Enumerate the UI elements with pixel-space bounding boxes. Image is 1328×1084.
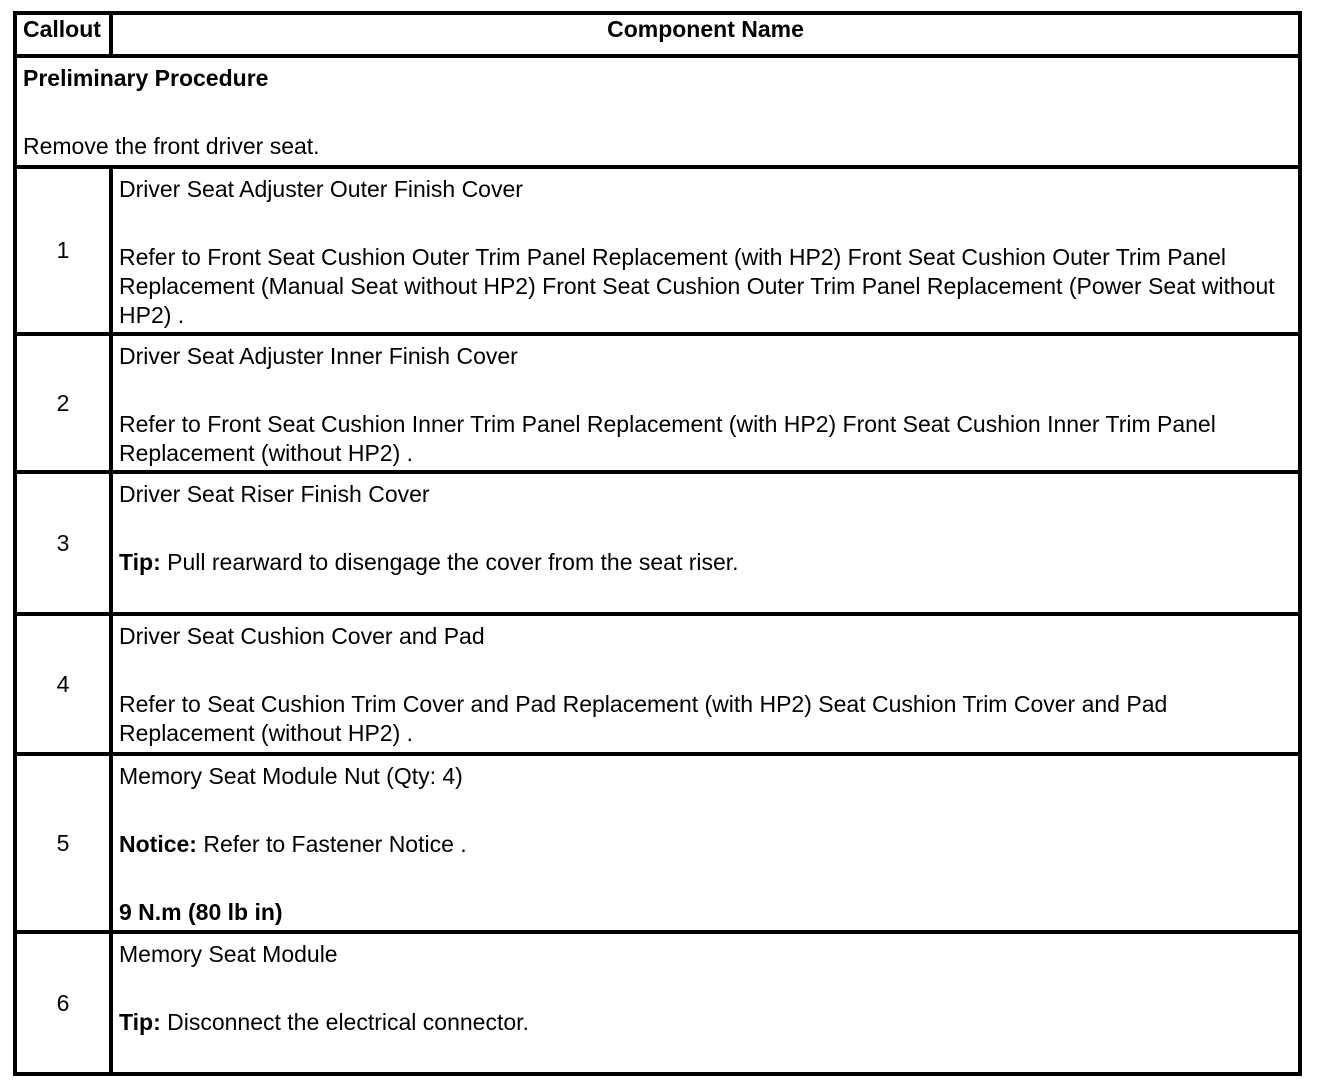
- reference-text: [119, 690, 1292, 748]
- component-cell: [111, 167, 1300, 334]
- component-name: Memory Seat Module: [119, 941, 338, 967]
- preliminary-title: Preliminary Procedure: [23, 65, 269, 91]
- preliminary-text: Remove the front driver seat.: [23, 133, 320, 159]
- tip-text: [119, 548, 1292, 577]
- tip-body: Pull rearward to disengage the cover from the seat riser.: [160, 549, 739, 575]
- table-row: [15, 472, 1300, 614]
- tip-label: Tip:: [119, 1009, 161, 1035]
- callout-header: Callout: [15, 13, 111, 56]
- reference-prefix: Refer to: [119, 244, 208, 270]
- component-cell: [111, 754, 1300, 932]
- callout-number: 5: [15, 754, 111, 932]
- component-name: Driver Seat Riser Finish Cover: [119, 481, 430, 507]
- component-name-header: Component Name: [111, 13, 1300, 56]
- procedure-table: [13, 11, 1302, 1076]
- component-cell: [111, 932, 1300, 1074]
- table-row: [15, 614, 1300, 754]
- reference-link[interactable]: Front Seat Cushion Inner Trim Panel Replacement (with HP2) Front Seat Cushion Inner Trim Panel Replacement (without HP2) .: [119, 411, 1216, 466]
- callout-number: 3: [15, 472, 111, 614]
- callout-number: 6: [15, 932, 111, 1074]
- component-name: Driver Seat Adjuster Inner Finish Cover: [119, 343, 518, 369]
- reference-prefix: Refer to: [119, 411, 208, 437]
- table-row: [15, 167, 1300, 334]
- notice-body[interactable]: Refer to Fastener Notice .: [196, 831, 467, 857]
- table-row: [15, 334, 1300, 472]
- callout-number: 1: [15, 167, 111, 334]
- component-name: Driver Seat Cushion Cover and Pad: [119, 623, 485, 649]
- component-cell: [111, 334, 1300, 472]
- reference-text: [119, 410, 1292, 468]
- reference-prefix: Refer to: [119, 691, 208, 717]
- reference-link[interactable]: Seat Cushion Trim Cover and Pad Replacement (with HP2) Seat Cushion Trim Cover and Pad Replacement (without HP2) .: [119, 691, 1168, 746]
- tip-body: Disconnect the electrical connector.: [160, 1009, 529, 1035]
- table-header-row: [15, 13, 1300, 56]
- reference-text: [119, 243, 1292, 330]
- notice-label: Notice:: [119, 831, 197, 857]
- preliminary-cell: [15, 56, 1300, 167]
- component-cell: [111, 614, 1300, 754]
- reference-link[interactable]: Front Seat Cushion Outer Trim Panel Replacement (with HP2) Front Seat Cushion Outer Trim Panel Replacement (Manual Seat without HP2) Front Seat Cushion Outer Trim Panel Replacement (Power Seat without HP2) .: [119, 244, 1275, 328]
- torque-spec: 9 N.m (80 lb in): [119, 899, 283, 925]
- component-name: Driver Seat Adjuster Outer Finish Cover: [119, 176, 523, 202]
- preliminary-row: [15, 56, 1300, 167]
- tip-label: Tip:: [119, 549, 161, 575]
- callout-number: 4: [15, 614, 111, 754]
- tip-text: [119, 1008, 1292, 1037]
- callout-number: 2: [15, 334, 111, 472]
- notice-text: [119, 830, 1292, 859]
- table-row: [15, 754, 1300, 932]
- table-row: [15, 932, 1300, 1074]
- component-cell: [111, 472, 1300, 614]
- component-name: Memory Seat Module Nut (Qty: 4): [119, 763, 463, 789]
